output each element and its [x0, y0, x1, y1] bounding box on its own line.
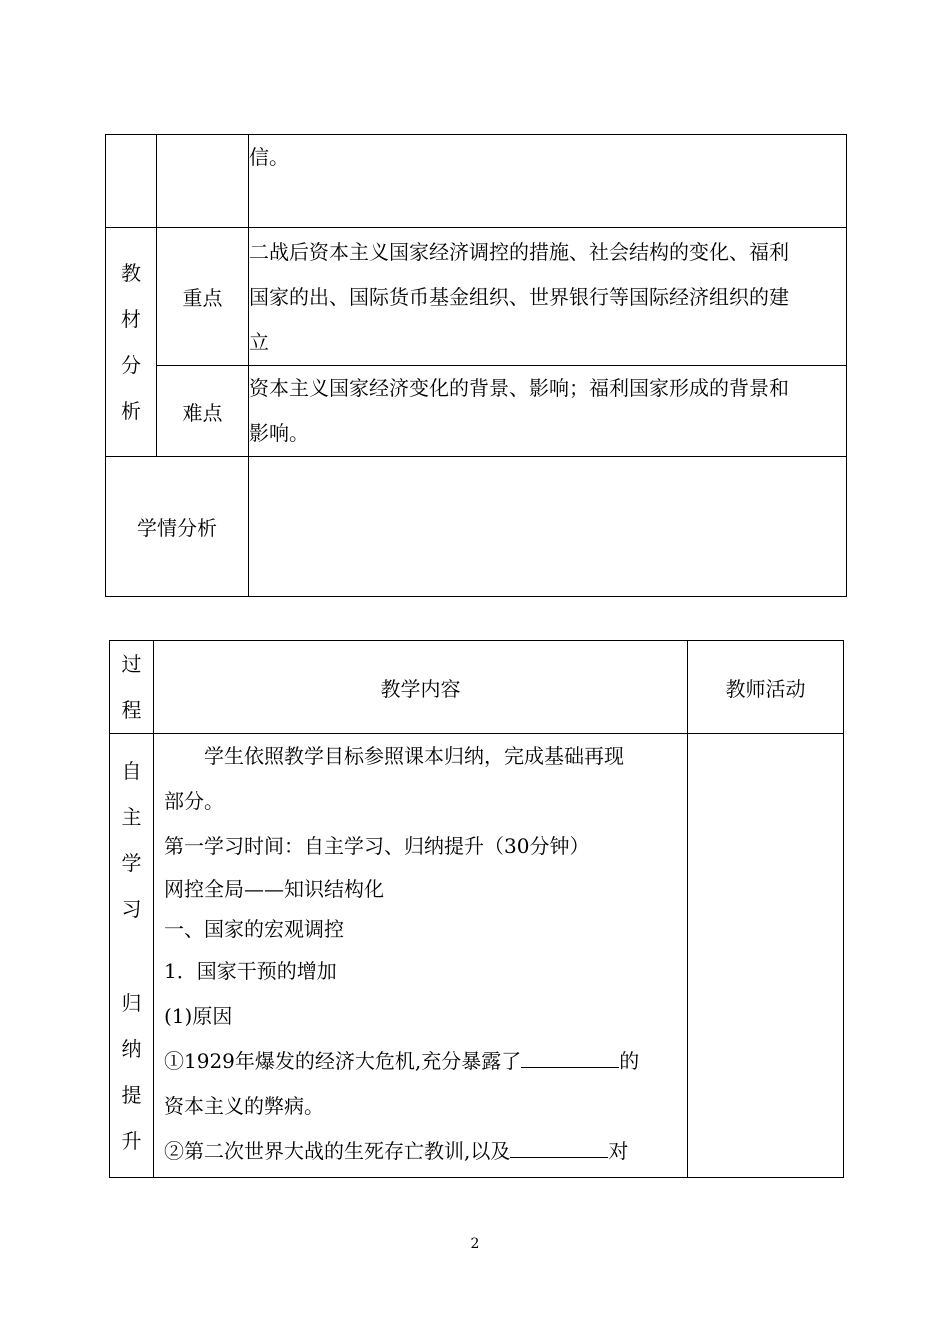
xueqing-fenxi-label: 学情分析 [106, 457, 249, 597]
analysis-table [105, 134, 847, 597]
page-number: 2 [470, 1236, 480, 1252]
fill-blank-1[interactable] [521, 1045, 619, 1068]
empty-cell [157, 135, 249, 228]
zhongdian-content: 二战后资本主义国家经济调控的措施、社会结构的变化、福利 国家的出、国际货币基金组织、世界银行等国际经济组织的建 立 [249, 228, 847, 366]
jiaoxue-neirong-header: 教学内容 [154, 641, 688, 734]
zizhu-xuexi-label: 自 主 学 习 归 纳 提 升 [110, 734, 154, 1178]
jiaoshi-huodong-content [688, 734, 844, 1178]
jiaoxue-neirong-content: 学生依照教学目标参照课本归纳，完成基础再现 部分。 第一学习时间：自主学习、归纳提升（30分钟） 网控全局——知识结构化 一、国家的宏观调控 1．国家干预的增加 (1)原因 ①1929年爆发的经济大危机,充分暴露了 的 资本主义的弊病。 ②第二次世界大战的生死存亡教训,以及 对 [154, 734, 688, 1178]
nandian-label: 难点 [157, 366, 249, 457]
nandian-content: 资本主义国家经济变化的背景、影响；福利国家形成的背景和 影响。 [249, 366, 847, 457]
process-table [109, 640, 844, 1178]
xueqing-fenxi-content [249, 457, 847, 597]
jiaocai-fenxi-label: 教 材 分 析 [106, 228, 157, 457]
empty-cell [106, 135, 157, 228]
zhongdian-label: 重点 [157, 228, 249, 366]
guocheng-header: 过 程 [110, 641, 154, 734]
fill-blank-2[interactable] [510, 1135, 608, 1158]
continued-text: 信。 [249, 135, 847, 228]
jiaoshi-huodong-header: 教师活动 [688, 641, 844, 734]
